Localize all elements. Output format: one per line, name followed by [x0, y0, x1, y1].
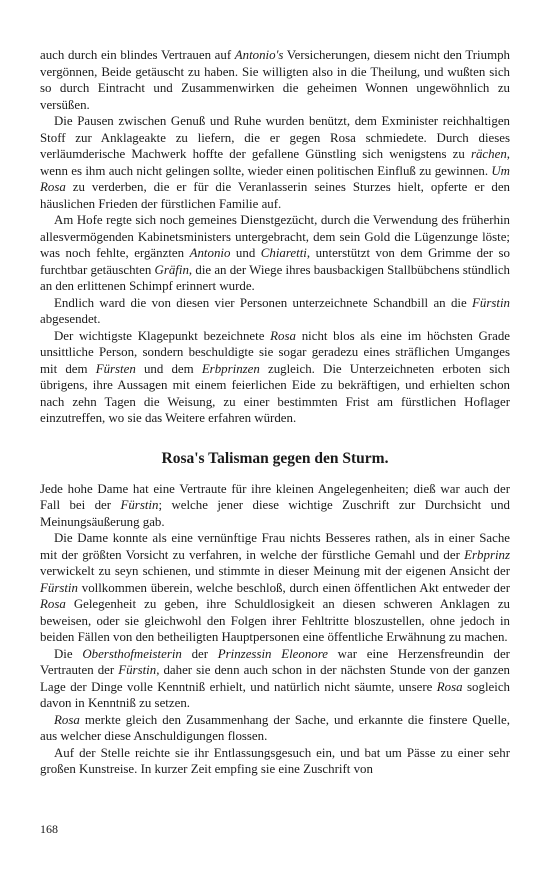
text-run: sogleich davon in Kenntniß zu setzen. [40, 679, 510, 710]
page-text [40, 47, 510, 778]
text-run: abgesendet. [40, 312, 101, 326]
paragraph [40, 530, 510, 646]
italic-text: Erbprinz [464, 547, 510, 562]
italic-text: Fürstin [118, 663, 157, 677]
text-run: Die [54, 646, 83, 661]
text-run: , unterstützt von dem Grimme der so furchtbar getäuschten [40, 246, 510, 277]
text-run: , die an der Wiege ihres bausbackigen Stallbübchens stündlich an den erlittenen Schimpf erinnert wurde. [40, 262, 510, 293]
paragraph [40, 212, 510, 295]
italic-text: Rosa [270, 328, 296, 343]
italic-text: Erbprinzen [201, 361, 260, 376]
text-run: zugleich. Die Unterzeichneten erboten sich übrigens, ihre Aussagen mit einem feierlichen Eide zu bekräftigen, und erhielten schon nach zehn Tagen die Weisung, zu einer bestimmten Frist am fürstlichen Hoflager einzutreffen, wo sie das Weitere erfahren würden. [40, 361, 510, 425]
italic-text: Fürstin [40, 580, 78, 595]
text-run: verwickelt zu seyn schienen, und stimmte in dieser Meinung mit der eigenen Ansicht der [40, 564, 510, 578]
page-number: 168 [40, 822, 58, 836]
text-run: zu verderben, die er für die Veranlasserin seines Sturzes hielt, opferte er den häuslichen Frieden der fürstlichen Familie auf. [40, 180, 510, 211]
chapter-heading: Rosa's Talisman gegen den Sturm. [161, 449, 389, 467]
text-run: Die Pausen zwischen Genuß und Ruhe wurden benützt, dem Exminister reichhaltigen Stoff zur Anklageakte zu liefern, die er gegen Rosa schmiedete. Durch dieses verläumderische Machwerk hoffte der gefallene Günstling sich wenigstens zu [40, 114, 510, 161]
italic-text: Fürstin [120, 498, 159, 512]
italic-text: Obersthofmeisterin [82, 646, 182, 661]
text-run: war eine Herzensfreundin der Vertrauten der [40, 646, 510, 677]
paragraph [40, 745, 510, 778]
text-run: Jede hohe Dame hat eine Vertraute für ihre kleinen Angelegenheiten; dieß war auch der Fall bei der [40, 481, 510, 512]
paragraph [40, 481, 510, 531]
text-run: und dem [135, 361, 202, 376]
italic-text: Antonio's [234, 48, 284, 62]
italic-text: Rosa [436, 679, 463, 694]
text-run: Am Hofe regte sich noch gemeines Dienstgezücht, durch die Verwendung des früherhin allesvermögenden Kabinetsministers untergebracht, dem sein Gold die Lügenzunge löste; was noch fehlte, ergänzten [40, 213, 510, 260]
italic-text: rächen [470, 147, 507, 161]
paragraph [40, 295, 510, 328]
italic-text: Antonio [189, 246, 231, 260]
text-run: auch durch ein blindes Vertrauen auf [40, 48, 235, 62]
italic-text: Prinzessin Eleonore [217, 646, 328, 661]
italic-text: Rosa [54, 712, 80, 727]
paragraph [40, 47, 510, 113]
italic-text: Um Rosa [40, 163, 510, 194]
paragraph [40, 646, 510, 712]
paragraph [40, 113, 510, 212]
italic-text: Gräfin [154, 262, 189, 277]
italic-text: Rosa [40, 597, 66, 611]
text-run: Endlich ward die von diesen vier Personen unterzeichnete Schandbill an die [54, 295, 473, 310]
text-run: Der wichtigste Klagepunkt bezeichnete [54, 328, 271, 343]
text-run: der [181, 646, 218, 661]
text-run: Auf der Stelle reichte sie ihr Entlassungsgesuch ein, und bat um Pässe zu einer sehr großen Kunstreise. In kurzer Zeit empfing sie eine Zuschrift von [40, 745, 510, 776]
italic-text: Fürsten [95, 361, 136, 376]
text-run: Gelegenheit zu geben, ihre Schuldlosigkeit an diesen schweren Anklagen zu beweisen, oder sie gleichwohl den Folgen ihrer Fehltritte bloszustellen, ohne jedoch in beiden Fällen von den betheiligten Hauptpersonen eine öffentliche Erwähnung zu machen. [40, 597, 510, 644]
text-run: , wenn es ihm auch nicht gelingen sollte, wieder einen politischen Einfluß zu gewinnen. [40, 147, 510, 178]
text-run: und [230, 246, 261, 260]
text-run: nicht blos als eine im höchsten Grade unsittliche Person, sondern beschuldigte sie sogar geradezu eines sträflichen Umganges mit dem [40, 328, 510, 376]
paragraph [40, 328, 510, 427]
text-run: Versicherungen, diesem nicht den Triumph vergönnen, Beide getäuscht zu haben. Sie willigten also in die Theilung, und wußten sich so durch Eintracht und Zusammenwirken die geheimen Wonnen ungewöhnlich zu versüßen. [40, 48, 510, 112]
italic-text: Chiaretti [260, 246, 307, 260]
text-run: , daher sie denn auch schon in der nächsten Stunde von der ganzen Lage der Dinge volle Kenntniß erhielt, und natürlich nicht säumte, unsere [40, 663, 511, 694]
text-run: ; welche jener diese wichtige Zuschrift zur Durchsicht und Meinungsäußerung gab. [40, 498, 511, 529]
text-run: Die Dame konnte als eine vernünftige Frau nichts Besseres rathen, als in einer Sache mit der größten Vorsicht zu verfahren, in welche der fürstliche Gemahl und der [40, 531, 510, 562]
paragraph [40, 712, 510, 745]
text-run: merkte gleich den Zusammenhang der Sache, und erkannte die finstere Quelle, aus welcher diese Anschuldigungen flossen. [40, 712, 510, 743]
italic-text: Fürstin [472, 295, 510, 310]
text-run: vollkommen überein, welche beschloß, durch einen öffentlichen Akt entweder der [77, 580, 510, 595]
